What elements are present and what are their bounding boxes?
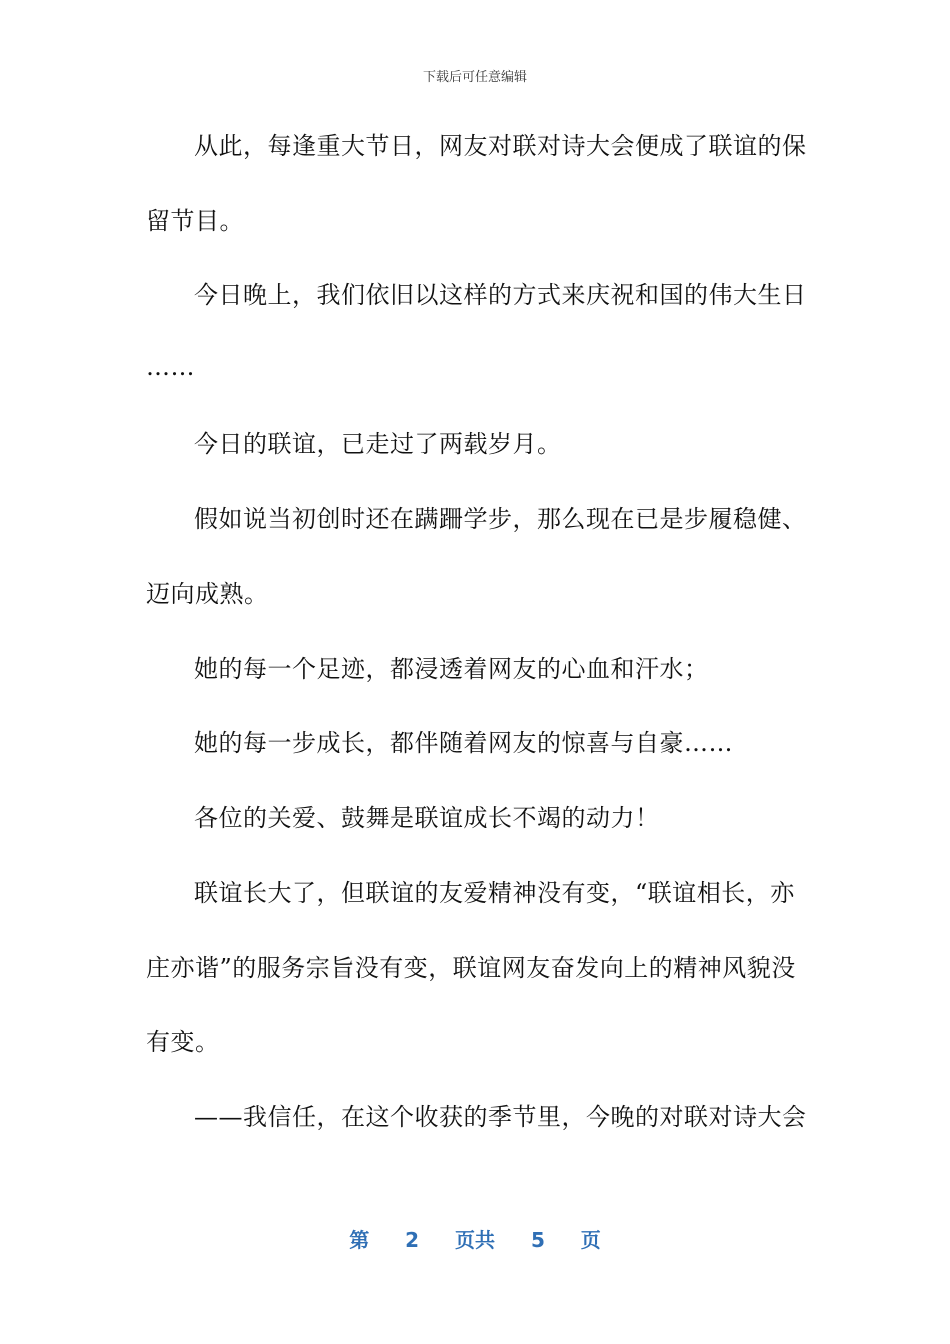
current-page-number: 2 [405,1228,420,1252]
text-line: 今日晚上，我们依旧以这样的方式来庆祝和国的伟大生日 [194,281,807,309]
text-line: 从此，每逢重大节日，网友对联对诗大会便成了联谊的保 [194,132,807,160]
text-line: 迈向成熟。 [146,580,269,608]
text-line: ——我信任，在这个收获的季节里，今晚的对联对诗大会 [194,1103,807,1131]
text-line: 她的每一步成长，都伴随着网友的惊喜与自豪…… [194,729,733,757]
text-line: 各位的关爱、鼓舞是联谊成长不竭的动力！ [194,804,660,832]
text-line: …… [146,353,195,381]
text-line: 有变。 [146,1028,220,1056]
footer-middle: 页共 [455,1228,495,1252]
footer-suffix: 页 [580,1228,601,1252]
text-line: 假如说当初创时还在蹒跚学步，那么现在已是步履稳健、 [194,505,807,533]
page-header: 下载后可任意编辑 [422,70,527,85]
page-footer [0,1224,950,1253]
text-line: 她的每一个足迹，都浸透着网友的心血和汗水； [194,655,709,683]
text-line: 联谊长大了，但联谊的友爱精神没有变，“联谊相长，亦 [194,879,795,907]
text-line: 留节目。 [146,207,244,235]
text-line: 庄亦谐”的服务宗旨没有变，联谊网友奋发向上的精神风貌没 [146,954,796,982]
text-line: 今日的联谊，已走过了两载岁月。 [194,430,562,458]
footer-prefix: 第 [349,1228,370,1252]
total-pages-number: 5 [530,1228,545,1252]
